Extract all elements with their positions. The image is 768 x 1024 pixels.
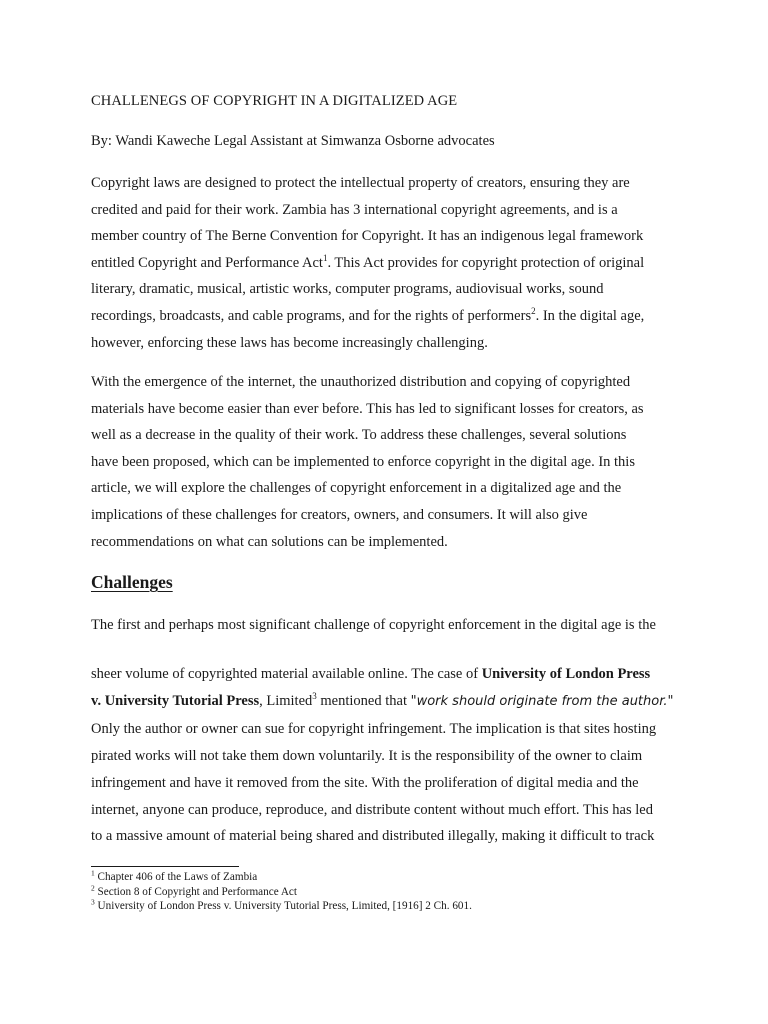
paragraph-line: however, enforcing these laws has become increasingly challenging. xyxy=(91,334,488,351)
text-run: recordings, broadcasts, and cable programs, and for the rights of performers xyxy=(91,307,532,324)
paragraph-line: have been proposed, which can be implemented to enforce copyright in the digital age. In this xyxy=(91,453,635,470)
paragraph-challenges xyxy=(91,661,686,850)
text-run: . This Act provides for copyright protection of original xyxy=(327,254,645,271)
footnote-number: 3 xyxy=(91,897,95,907)
paragraph-line: Only the author or owner can sue for copyright infringement. The implication is that sites hosting xyxy=(91,720,657,737)
text-run: sheer volume of copyrighted material available online. The case of xyxy=(91,666,482,682)
author-byline: By: Wandi Kaweche Legal Assistant at Simwanza Osborne advocates xyxy=(91,133,495,149)
paragraph-line xyxy=(91,303,686,330)
case-name-bold: v. University Tutorial Press xyxy=(91,692,260,709)
paragraph-line: infringement and have it removed from the site. With the proliferation of digital media and the xyxy=(91,774,639,791)
paragraph-line: With the emergence of the internet, the unauthorized distribution and copying of copyrighted xyxy=(91,374,631,390)
paragraph-line: internet, anyone can produce, reproduce, and distribute content without much effort. This has led xyxy=(91,801,653,818)
footnote-item xyxy=(91,899,472,914)
text-run: , Limited xyxy=(259,692,313,709)
footnote-text: Section 8 of Copyright and Performance Act xyxy=(97,885,298,898)
footnote-ref: 1 xyxy=(322,252,328,263)
text-run: mentioned that xyxy=(316,692,411,709)
document-title: CHALLENEGS OF COPYRIGHT IN A DIGITALIZED AGE xyxy=(91,93,458,109)
text-run: . In the digital age, xyxy=(535,307,645,324)
paragraph-line: well as a decrease in the quality of their work. To address these challenges, several solutions xyxy=(91,427,627,444)
footnote-separator xyxy=(91,866,239,867)
paragraph-intro xyxy=(91,170,686,356)
footnote-text: University of London Press v. University Tutorial Press, Limited, [1916] 2 Ch. 601. xyxy=(97,900,472,912)
case-quote: "work should originate from the author." xyxy=(410,693,674,709)
paragraph-line: The first and perhaps most significant challenge of copyright enforcement in the digital age is the xyxy=(91,617,656,633)
case-name-bold: University of London Press xyxy=(481,666,651,682)
footnote-ref: 3 xyxy=(312,691,317,702)
paragraph-line: literary, dramatic, musical, artistic works, computer programs, audiovisual works, sound xyxy=(91,281,604,298)
footnote-number: 2 xyxy=(91,882,95,892)
paragraph-line: implications of these challenges for creators, owners, and consumers. It will also give xyxy=(91,506,588,523)
paragraph-line xyxy=(91,250,686,277)
footnote-text: Chapter 406 of the Laws of Zambia xyxy=(97,871,258,883)
footnote-number: 1 xyxy=(91,868,95,878)
paragraph-line: Copyright laws are designed to protect the intellectual property of creators, ensuring they are xyxy=(91,175,630,191)
paragraph-line: pirated works will not take them down voluntarily. It is the responsibility of the owner to claim xyxy=(91,747,643,764)
paragraph-line xyxy=(91,661,686,688)
paragraph-line: to a massive amount of material being shared and distributed illegally, making it difficult to track xyxy=(91,828,655,845)
paragraph-line xyxy=(91,688,686,716)
paragraph-line: member country of The Berne Convention for Copyright. It has an indigenous legal framework xyxy=(91,228,644,245)
section-heading-challenges: Challenges xyxy=(91,572,173,592)
paragraph-internet xyxy=(91,369,686,555)
paragraph-line: materials have become easier than ever before. This has led to significant losses for creators, as xyxy=(91,400,644,417)
paragraph-line: recommendations on what can solutions can be implemented. xyxy=(91,533,448,550)
footnote-ref: 2 xyxy=(531,306,536,317)
paragraph-line: article, we will explore the challenges of copyright enforcement in a digitalized age and the xyxy=(91,480,622,497)
paragraph-line: credited and paid for their work. Zambia has 3 international copyright agreements, and is a xyxy=(91,201,618,218)
footnotes xyxy=(91,870,472,914)
text-run: entitled Copyright and Performance Act xyxy=(91,254,323,271)
footnote-item xyxy=(91,870,472,885)
footnote-item xyxy=(91,882,472,900)
